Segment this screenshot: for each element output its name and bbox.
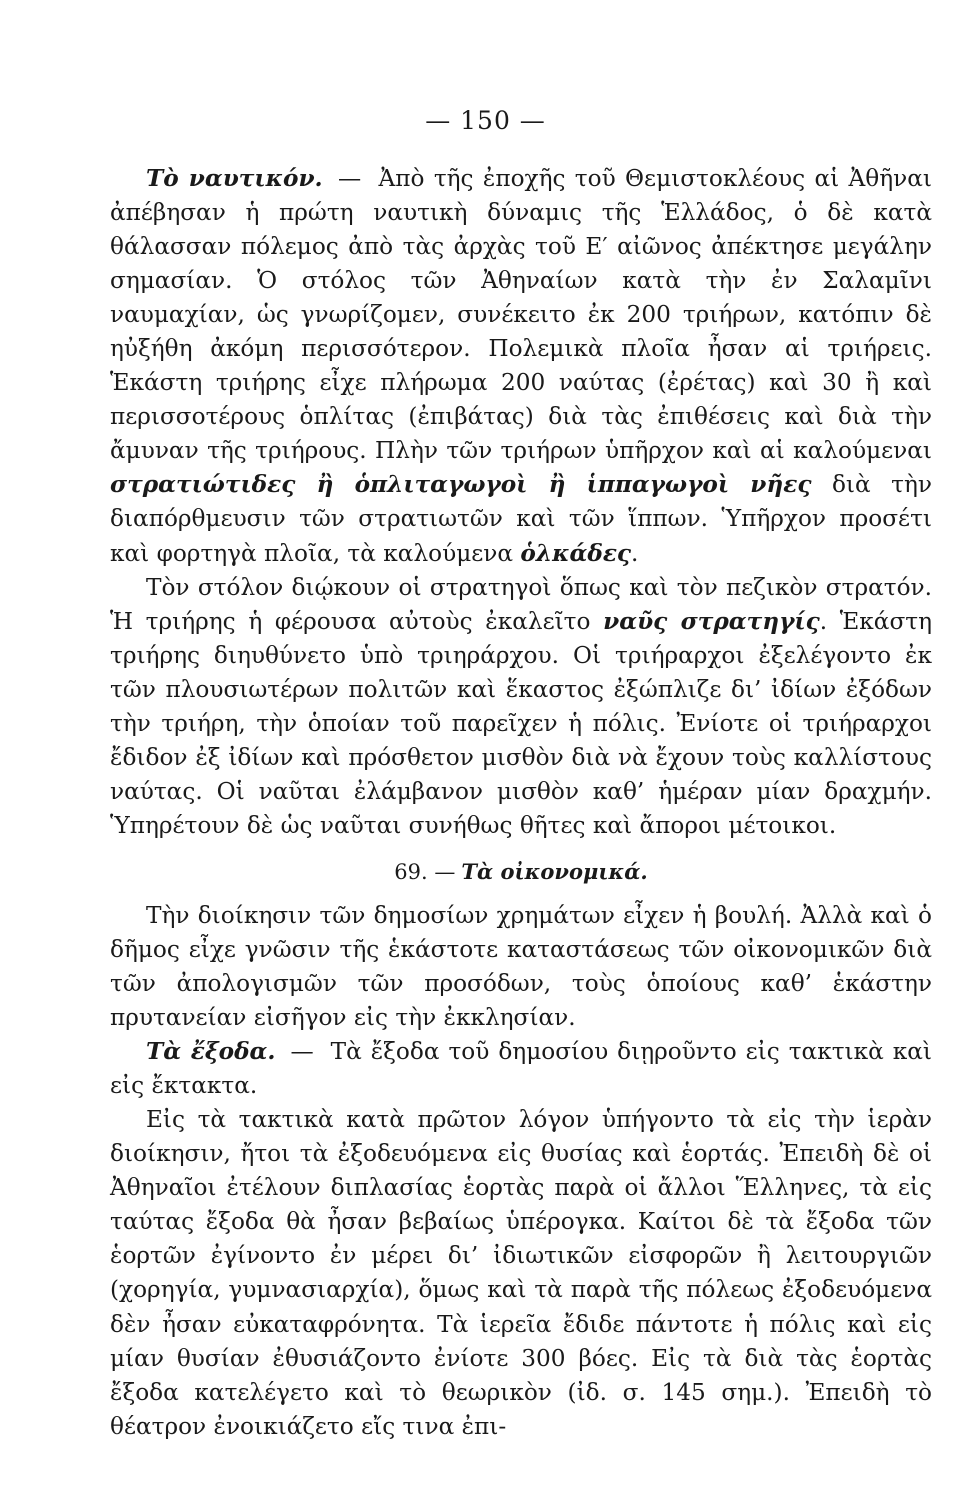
paragraph-naval — [110, 162, 932, 571]
paragraph-text: Εἰς τὰ τακτικὰ κατὰ πρῶτον λόγον ὑπήγοντο τὰ εἰς τὴν ἱερὰν διοίκησιν, ἤτοι τὰ ἐξοδευόμενα εἰς θυσίας καὶ ἑορτάς. Ἐπειδὴ δὲ οἱ Ἀθηναῖοι ἐτέλουν διπλασίας ἑορτὰς παρὰ οἱ ἄλλοι Ἕλληνες, τὰ εἰς ταύτας ἔξοδα θὰ ἦσαν βεβαίως ὑπέρογκα. Καίτοι δὲ τὰ ἔξοδα τῶν ἑορτῶν ἐγίνοντο ἐν μέρει δι’ ἰδιωτικῶν εἰσφορῶν ἢ λειτουργιῶν (χορηγία, γυμνασιαρχία), ὅμως καὶ τὰ παρὰ τῆς πόλεως ἐξοδευόμενα δὲν ἦσαν εὐκαταφρόνητα. Τὰ ἱερεῖα ἔδιδε πάντοτε ἡ πόλις καὶ εἰς μίαν θυσίαν ἐθυσιάζοντο ἐνίοτε 300 βόες. Εἰς τὰ διὰ τὰς ἑορτὰς ἔξοδα κατελέγετο καὶ τὸ θεωρικὸν (ἰδ. σ. 145 σημ.). Ἐπειδὴ τὸ θέατρον ἐνοικιάζετο εἴς τινα ἐπι- — [110, 1106, 932, 1440]
lead-dash: — — [337, 165, 362, 192]
section-heading — [110, 855, 932, 889]
term-military-ships: στρατιώτιδες ἢ ὁπλιταγωγοὶ ἢ ἱππαγωγοὶ νῆες — [110, 471, 812, 499]
paragraph-text: Τὰ ἔξοδα τοῦ δημοσίου διῃροῦντο εἰς τακτικὰ καὶ εἰς ἔκτακτα. — [110, 1038, 932, 1100]
paragraph-expenses — [110, 1035, 932, 1103]
lead-dash: — — [290, 1038, 314, 1066]
paragraph-text: Τὸν στόλον διῴκουν οἱ στρατηγοὶ ὅπως καὶ τὸν πεζικὸν στρατόν. Ἡ τριήρης ἡ φέρουσα αὐτοὺς ἐκαλεῖτο — [110, 573, 932, 635]
section-title: Τὰ οἰκονομικά. — [461, 858, 648, 884]
term-holkades: ὁλκάδες — [520, 539, 632, 567]
term-naus-strategis: ναῦς στρατηγίς — [603, 607, 820, 635]
section-number: 69. — — [394, 859, 456, 884]
paragraph-text: . Ἑκάστη τριήρης διηυθύνετο ὑπὸ τριηράρχου. Οἱ τριήραρχοι ἐξελέγοντο ἐκ τῶν πλουσιωτέρων πολιτῶν καὶ ἕκαστος ἐξώπλιζε δι’ ἰδίων ἐξόδων τὴν τριήρη, τὴν ὁποίαν τοῦ παρεῖχεν ἡ πόλις. Ἐνίοτε οἱ τριήραρχοι ἔδιδον ἐξ ἰδίων καὶ πρόσθετον μισθὸν διὰ νὰ ἔχουν τοὺς καλλίστους ναύτας. Οἱ ναῦται ἐλάμβανον μισθὸν καθ’ ἡμέραν μίαν δραχμήν. Ὑπηρέτουν δὲ ὡς ναῦται συνήθως θῆτες καὶ ἄποροι μέτοικοι. — [110, 607, 933, 839]
paragraph-text: διὰ τὴν διαπόρθμευσιν τῶν στρατιωτῶν καὶ τῶν ἵππων. Ὑπῆρχον προσέτι καὶ φορτηγὰ πλοῖα, τὰ καλούμενα — [110, 471, 932, 567]
paragraph-fleet — [110, 571, 932, 843]
paragraph-text: Ἀπὸ τῆς ἐποχῆς τοῦ Θεμιστοκλέους αἱ Ἀθῆναι ἀπέβησαν ἡ πρώτη ναυτικὴ δύναμις τῆς Ἑλλάδος, ὁ δὲ κατὰ θάλασσαν πόλεμος ἀπὸ τὰς ἀρχὰς τοῦ Ε′ αἰῶνος ἀπέκτησε μεγάλην σημασίαν. Ὁ στόλος τῶν Ἀθηναίων κατὰ τὴν ἐν Σαλαμῖνι ναυμαχίαν, ὡς γνωρίζομεν, συνέκειτο ἐκ 200 τριήρων, κατόπιν δὲ ηὐξήθη ἀκόμη περισσότερον. Πολεμικὰ πλοῖα ἦσαν αἱ τριήρεις. Ἑκάστη τριήρης εἶχε πλήρωμα 200 ναύτας (ἐρέτας) καὶ 30 ἢ καὶ περισσοτέρους ὁπλίτας (ἐπιβάτας) διὰ τὰς ἐπιθέσεις καὶ διὰ τὴν ἄμυναν τῆς τριήρους. Πλὴν τῶν τριήρων ὑπῆρχον καὶ αἱ καλούμεναι — [110, 165, 932, 465]
page-number: — 150 — — [425, 106, 546, 135]
paragraph-lead-naval: Τὸ ναυτικόν. — [146, 165, 323, 192]
paragraph-text: Τὴν διοίκησιν τῶν δημοσίων χρημάτων εἶχεν ἡ βουλή. Ἀλλὰ καὶ ὁ δῆμος εἶχε γνῶσιν τῆς ἑκάστοτε καταστάσεως τῶν οἰκονομικῶν διὰ τῶν ἀπολογισμῶν τῶν προσόδων, τοὺς ὁποίους καθ’ ἑκάστην πρυτανείαν εἰσῆγον εἰς τὴν ἐκκλησίαν. — [110, 901, 932, 1032]
paragraph-text: . — [631, 539, 639, 567]
paragraph-regular-expenses — [110, 1103, 932, 1443]
body-text — [110, 162, 932, 1444]
paragraph-lead-expenses: Τὰ ἔξοδα. — [146, 1038, 276, 1066]
paragraph-finance — [110, 899, 932, 1035]
